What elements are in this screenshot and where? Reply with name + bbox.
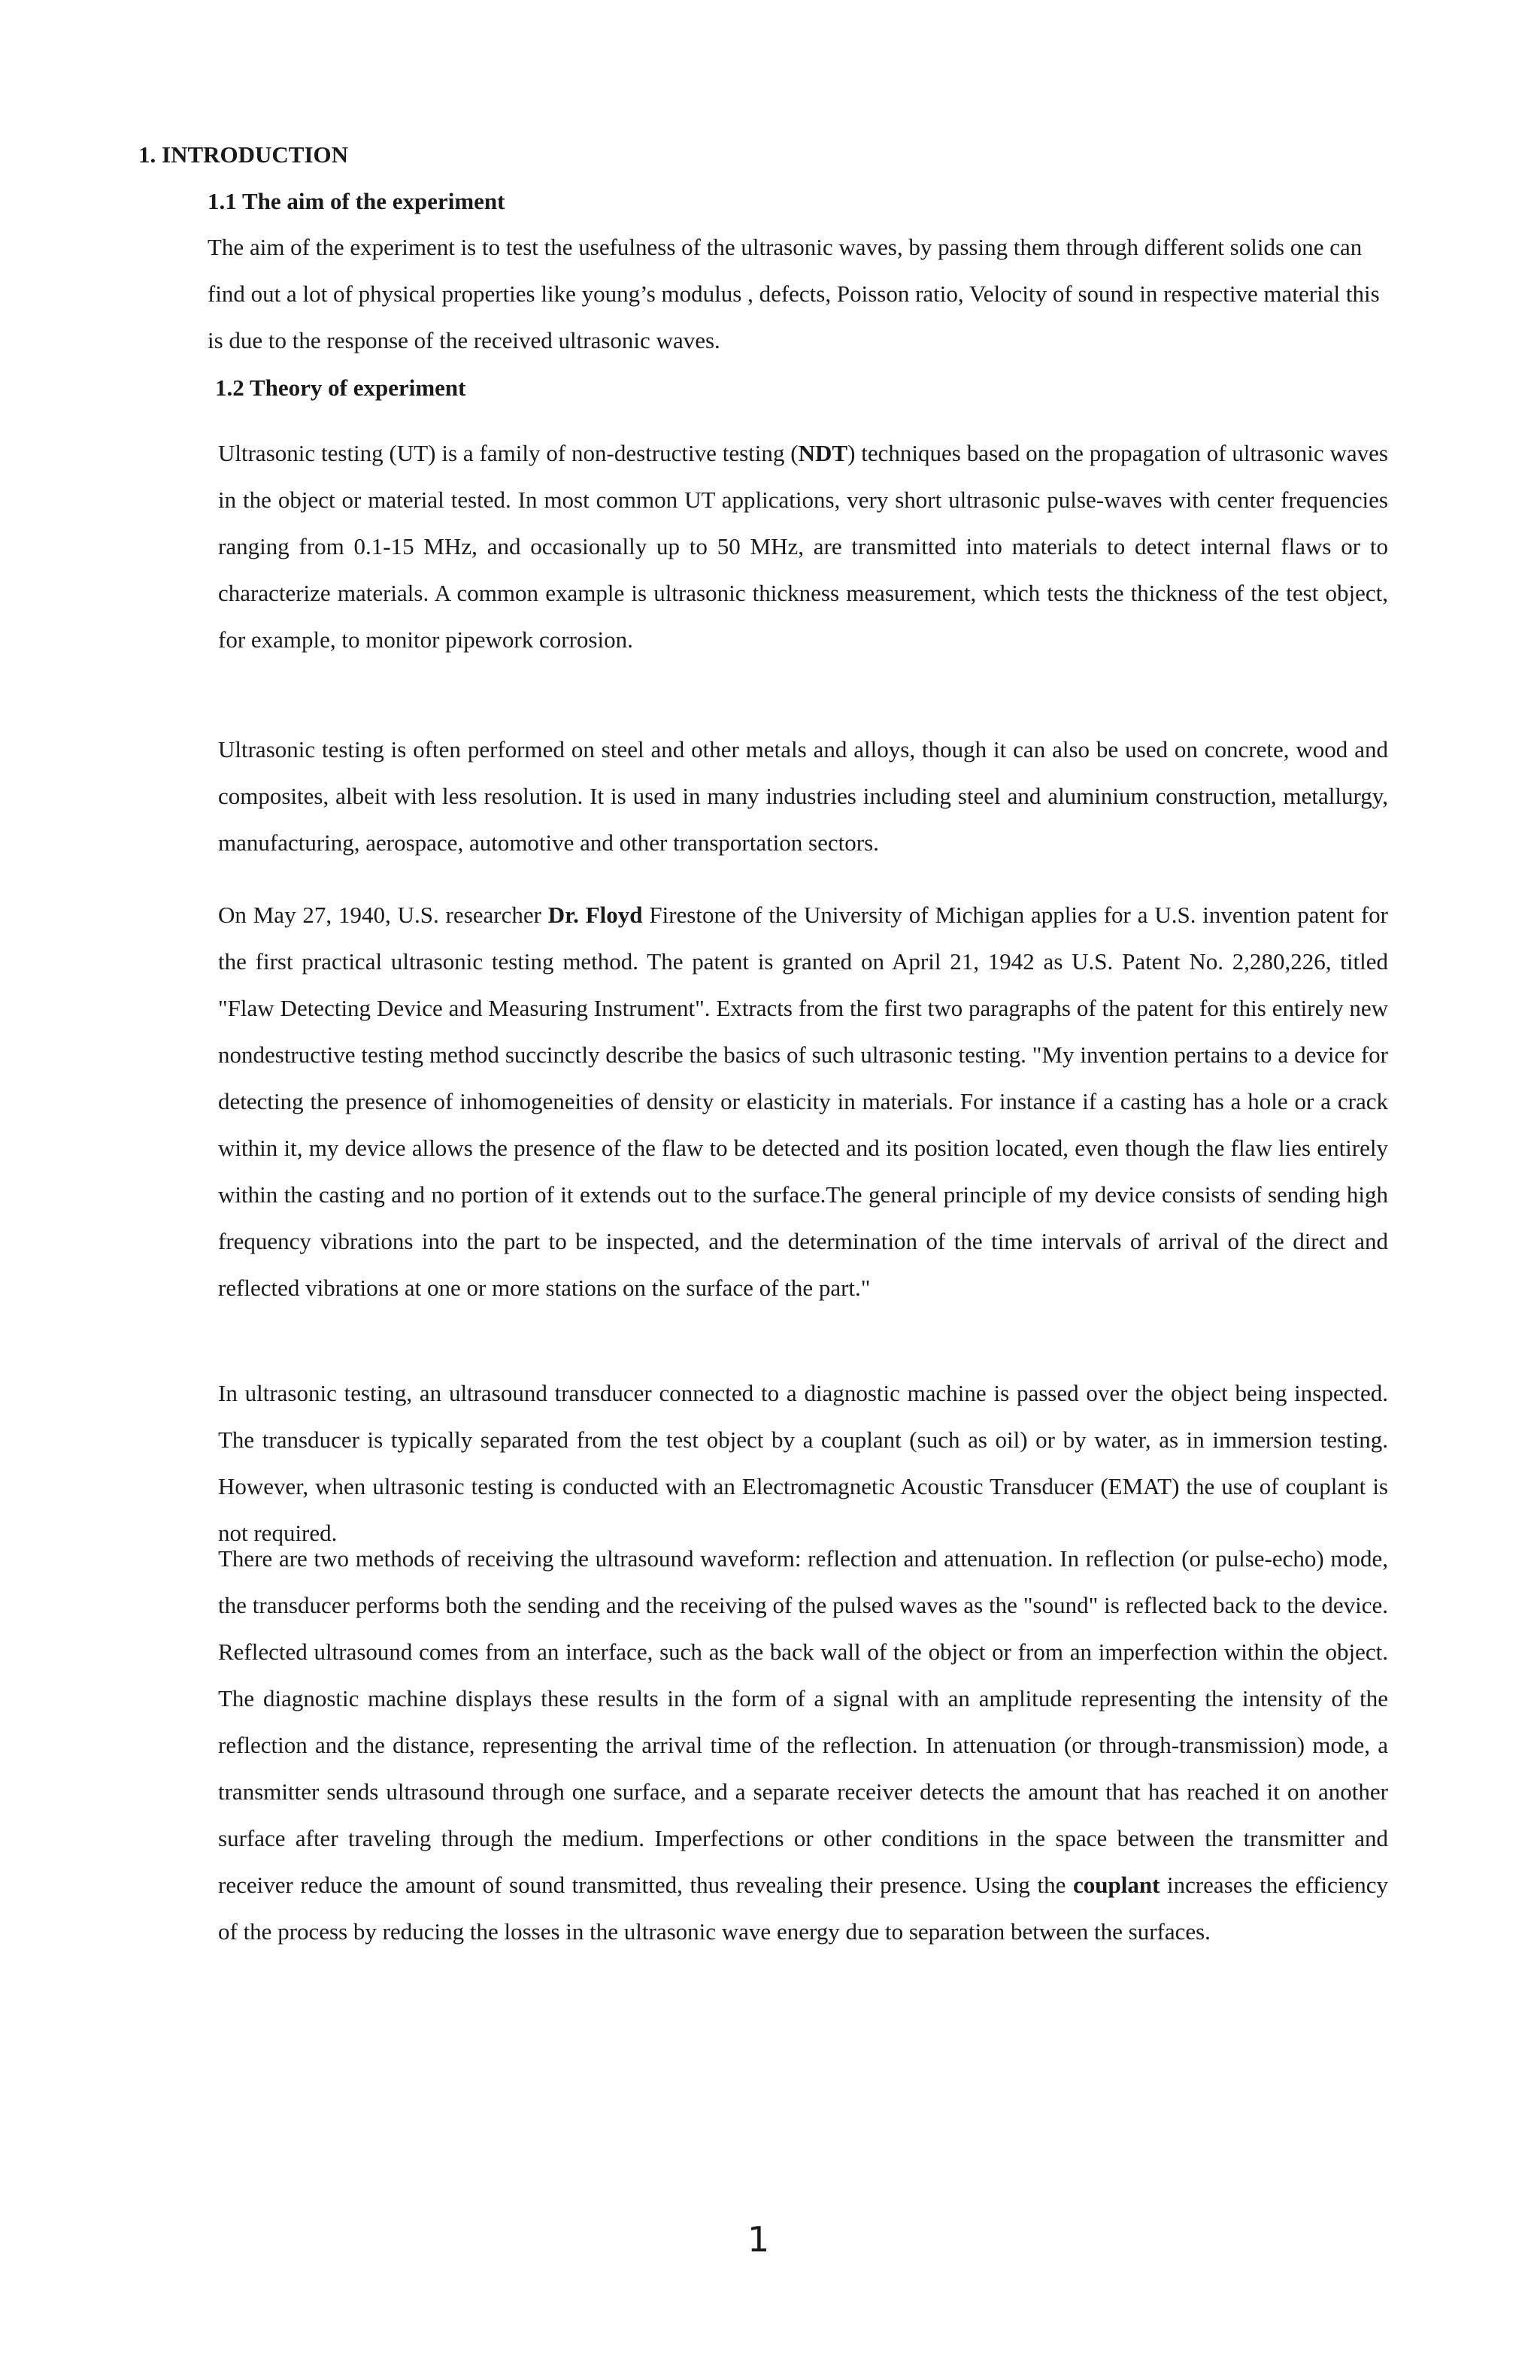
subsection-heading-theory: 1.2 Theory of experiment	[215, 374, 466, 401]
bold-term-couplant: couplant	[1072, 1872, 1160, 1898]
text-run: increases the efficiency of the process by reducing the losses in the ultrasonic wave energy due to separation between the surfaces.	[218, 1872, 1388, 1945]
text-run: On May 27, 1940, U.S. researcher	[218, 902, 548, 928]
aim-paragraph: The aim of the experiment is to test the usefulness of the ultrasonic waves, by passing them through different solids one can find out a lot of physical properties like young’s modulus , defects, Poisson ratio, Velocity of sound in respective material this is due to the response of the received ultrasonic waves.	[208, 234, 1380, 353]
text-run: ) techniques based on the propagation of ultrasonic waves in the object or material tested. In most common UT applications, very short ultrasonic pulse-waves with center frequencies ranging from 0.1-15 MHz, and occasionally up to 50 MHz, are transmitted into materials to detect internal flaws or to characterize materials. A common example is ultrasonic thickness measurement, which tests the thickness of the test object, for example, to monitor pipework corrosion.	[218, 440, 1388, 653]
text-run: Ultrasonic testing (UT) is a family of non-destructive testing (	[218, 440, 799, 466]
theory-paragraph-2: Ultrasonic testing is often performed on steel and other metals and alloys, though it can also be used on concrete, wood and composites, albeit with less resolution. It is used in many industries including steel and aluminium construction, metallurgy, manufacturing, aerospace, automotive and other transportation sectors.	[218, 736, 1388, 856]
page-number: 1	[747, 2219, 770, 2260]
section-heading: 1. INTRODUCTION	[138, 141, 349, 168]
theory-paragraph-3	[218, 892, 1388, 1311]
subsection-heading-aim: 1.1 The aim of the experiment	[208, 188, 505, 214]
theory-paragraph-1	[218, 430, 1388, 663]
bold-name-dr-floyd: Dr. Floyd	[547, 902, 643, 928]
text-run: Firestone of the University of Michigan applies for a U.S. invention patent for the first practical ultrasonic testing method. The patent is granted on April 21, 1942 as U.S. Patent No. 2,280,226, titled "Flaw Detecting Device and Measuring Instrument". Extracts from the first two paragraphs of the patent for this entirely new nondestructive testing method succinctly describe the basics of such ultrasonic testing. "My invention pertains to a device for detecting the presence of inhomogeneities of density or elasticity in materials. For instance if a casting has a hole or a crack within it, my device allows the presence of the flaw to be detected and its position located, even though the flaw lies entirely within the casting and no portion of it extends out to the surface.The general principle of my device consists of sending high frequency vibrations into the part to be inspected, and the determination of the time intervals of arrival of the direct and reflected vibrations at one or more stations on the surface of the part."	[218, 902, 1389, 1301]
bold-term-ndt: NDT	[798, 440, 848, 466]
theory-paragraph-4: In ultrasonic testing, an ultrasound transducer connected to a diagnostic machine is passed over the object being inspected. The transducer is typically separated from the test object by a couplant (such as oil) or by water, as in immersion testing. However, when ultrasonic testing is conducted with an Electromagnetic Acoustic Transducer (EMAT) the use of couplant is not required.	[218, 1380, 1388, 1546]
text-run: There are two methods of receiving the ultrasound waveform: reflection and attenuation. In reflection (or pulse-echo) mode, the transducer performs both the sending and the receiving of the pulsed waves as the "sound" is reflected back to the device. Reflected ultrasound comes from an interface, such as the back wall of the object or from an imperfection within the object. The diagnostic machine displays these results in the form of a signal with an amplitude representing the intensity of the reflection and the distance, representing the arrival time of the reflection. In attenuation (or through-transmission) mode, a transmitter sends ultrasound through one surface, and a separate receiver detects the amount that has reached it on another surface after traveling through the medium. Imperfections or other conditions in the space between the transmitter and receiver reduce the amount of sound transmitted, thus revealing their presence. Using the	[218, 1545, 1388, 1898]
theory-paragraph-5	[218, 1536, 1388, 1955]
